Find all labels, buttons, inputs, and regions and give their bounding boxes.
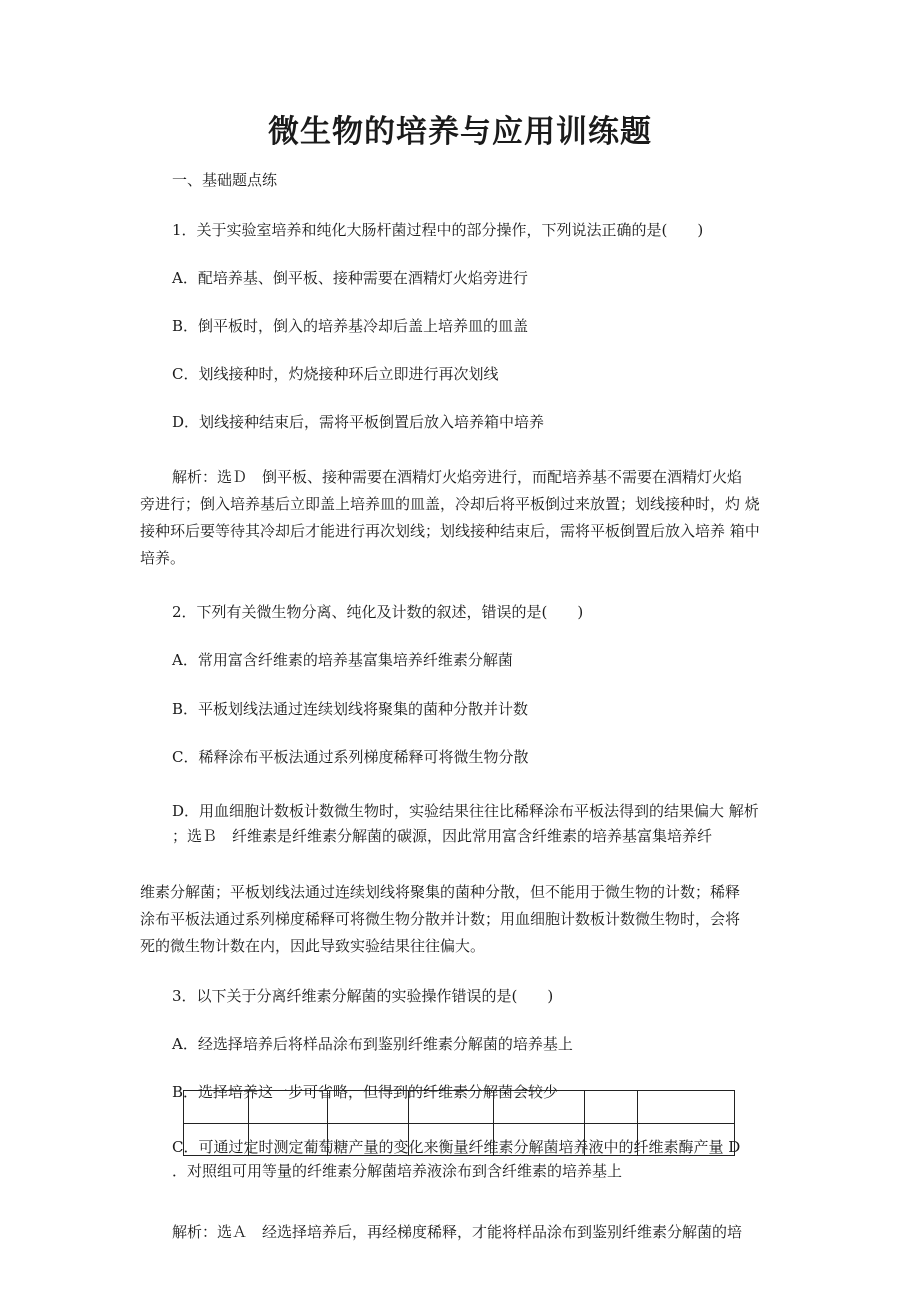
question-2-option-c: C．稀释涂布平板法通过系列梯度稀释可将微生物分散 xyxy=(172,748,529,766)
question-3-analysis: 解析：选Ａ 经选择培养后，再经梯度稀释，才能将样品涂布到鉴别纤维素分解菌的培 xyxy=(172,1223,743,1241)
question-2-option-d: D．用血细胞计数板计数微生物时，实验结果往往比稀释涂布平板法得到的结果偏大 解析 xyxy=(172,802,759,820)
question-2-option-a: A．常用富含纤维素的培养基富集培养纤维素分解菌 xyxy=(172,651,513,669)
grid-cell xyxy=(494,1091,585,1124)
question-3-option-c: C．可通过定时测定葡萄糖产量的变化来衡量纤维素分解菌培养液中的纤维素酶产量 D xyxy=(172,1138,741,1156)
question-1-option-b: B．倒平板时，倒入的培养基冷却后盖上培养皿的皿盖 xyxy=(172,317,529,335)
analysis-line: 培养。 xyxy=(140,549,186,567)
analysis-line: 死的微生物计数在内，因此导致实验结果往往偏大。 xyxy=(140,937,486,955)
analysis-line: 维素分解菌；平板划线法通过连续划线将聚集的菌种分散，但不能用于微生物的计数；稀释 xyxy=(140,883,741,901)
section-heading: 一、基础题点练 xyxy=(172,171,278,189)
grid-cell xyxy=(409,1091,494,1124)
question-1-option-c: C．划线接种时，灼烧接种环后立即进行再次划线 xyxy=(172,365,499,383)
question-1-analysis xyxy=(140,465,800,571)
question-3-stem: 3．以下关于分离纤维素分解菌的实验操作错误的是( ) xyxy=(172,987,554,1005)
analysis-line: 解析：选Ｄ 倒平板、接种需要在酒精灯火焰旁进行，而配培养基不需要在酒精灯火焰 xyxy=(172,468,743,486)
analysis-line: 涂布平板法通过系列梯度稀释可将微生物分散并计数；用血细胞计数板计数微生物时，会将 xyxy=(140,910,741,928)
question-3-option-d: ．对照组可用等量的纤维素分解菌培养液涂布到含纤维素的培养基上 xyxy=(172,1162,623,1180)
question-2-analysis-start: ；选Ｂ 纤维素是纤维素分解菌的碳源，因此常用富含纤维素的培养基富集培养纤 xyxy=(172,827,713,845)
analysis-line: 旁进行；倒入培养基后立即盖上培养皿的皿盖，冷却后将平板倒过来放置；划线接种时，灼 烧 xyxy=(140,495,760,513)
grid-cell xyxy=(585,1091,638,1124)
question-1-option-d: D．划线接种结束后，需将平板倒置后放入培养箱中培养 xyxy=(172,413,545,431)
grid-cell xyxy=(249,1091,328,1124)
question-3-option-b: B．选择培养这一步可省略，但得到的纤维素分解菌会较少 xyxy=(172,1083,559,1101)
question-2-option-b: B．平板划线法通过连续划线将聚集的菌种分散并计数 xyxy=(172,700,529,718)
question-2-stem: 2．下列有关微生物分离、纯化及计数的叙述，错误的是( ) xyxy=(172,603,584,621)
question-1-stem: 1．关于实验室培养和纯化大肠杆菌过程中的部分操作，下列说法正确的是( ) xyxy=(172,221,704,239)
question-1-option-a: A．配培养基、倒平板、接种需要在酒精灯火焰旁进行 xyxy=(172,269,528,287)
grid-cell xyxy=(638,1091,735,1124)
question-2-analysis xyxy=(140,880,800,959)
grid-cell xyxy=(328,1091,409,1124)
grid-cell xyxy=(184,1091,249,1124)
analysis-line: 接种环后要等待其冷却后才能进行再次划线；划线接种结束后，需将平板倒置后放入培养 箱中 xyxy=(140,522,760,540)
page-title: 微生物的培养与应用训练题 xyxy=(268,114,652,150)
question-3-option-a: A．经选择培养后将样品涂布到鉴别纤维素分解菌的培养基上 xyxy=(172,1035,573,1053)
